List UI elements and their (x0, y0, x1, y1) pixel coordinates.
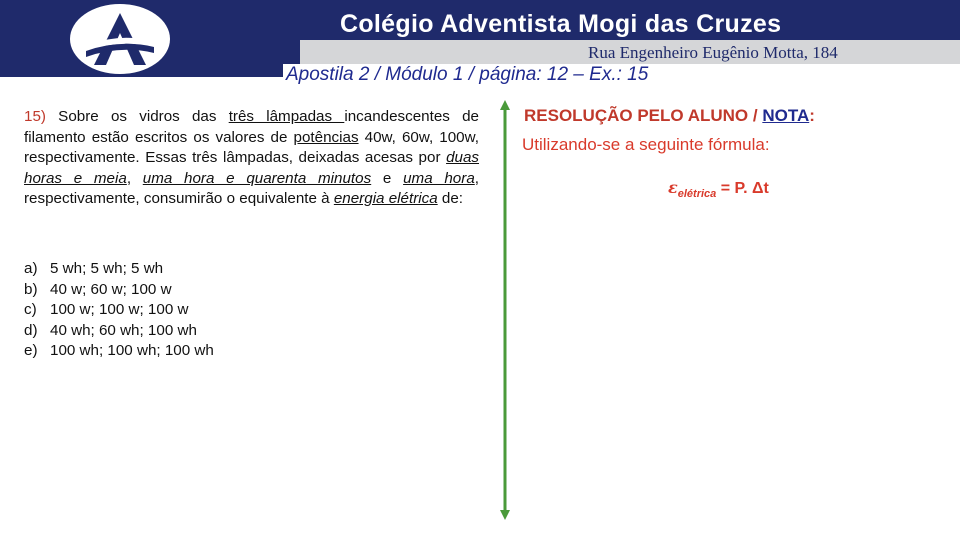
energy-formula (668, 178, 769, 200)
underlined-term: uma hora (403, 169, 475, 187)
question-text-part: incandescentes de filamento estão escritos os valores de (24, 108, 479, 146)
question-text-part: , respectivamente, consumirão o equivalente à (24, 169, 479, 207)
question-text-part: Sobre os vidros das (45, 108, 229, 125)
underlined-term: uma hora e quarenta minutos (142, 169, 372, 187)
question-text-part: 40w, 60w, 100w, respectivamente. Essas três lâmpadas, deixadas acesas por (24, 128, 479, 166)
page-subtitle: Apostila 2 / Módulo 1 / página: 12 – Ex.: 15 (286, 64, 649, 85)
option-letter: a) (24, 260, 38, 277)
underlined-term: duas horas e meia (24, 149, 479, 187)
underlined-term: potências (293, 128, 359, 146)
resolution-title (524, 106, 815, 126)
option-letter: d) (24, 321, 38, 339)
resolution-note-label: NOTA (762, 106, 810, 125)
option-d (24, 321, 214, 342)
underlined-term: energia elétrica (333, 190, 438, 207)
option-text: 40 wh; 60 wh; 100 wh (50, 321, 197, 339)
formula-symbol: ε (668, 178, 678, 197)
formula-intro: Utilizando-se a seguinte fórmula: (522, 135, 770, 154)
option-b (24, 280, 214, 301)
resolution-title-suffix: : (809, 106, 815, 125)
question-text-part: , (126, 169, 143, 187)
option-letter: b) (24, 280, 38, 298)
question-text-part: e (371, 169, 404, 187)
school-address: Rua Engenheiro Eugênio Motta, 184 (588, 43, 838, 62)
formula-subscript: elétrica (677, 188, 717, 201)
adventist-logo-icon (84, 11, 156, 67)
option-letter: e) (24, 342, 38, 359)
option-e (24, 341, 214, 362)
option-letter: c) (24, 301, 37, 318)
resolution-title-text: RESOLUÇÃO PELO ALUNO / (524, 106, 763, 125)
option-text: 100 w; 100 w; 100 w (50, 301, 189, 318)
underlined-term: três lâmpadas (228, 108, 345, 125)
divider-double-arrow-icon (498, 100, 512, 520)
school-name: Colégio Adventista Mogi das Cruzes (340, 10, 782, 38)
question-text (24, 107, 479, 210)
question-number: 15) (24, 108, 46, 125)
option-text: 40 w; 60 w; 100 w (50, 280, 172, 298)
option-c (24, 300, 214, 321)
option-text: 5 wh; 5 wh; 5 wh (50, 260, 164, 277)
option-text: 100 wh; 100 wh; 100 wh (50, 342, 214, 359)
formula-rest: = P. Δt (716, 180, 769, 197)
question-text-part: de: (437, 190, 464, 207)
option-a (24, 259, 214, 280)
answer-options (24, 259, 214, 362)
